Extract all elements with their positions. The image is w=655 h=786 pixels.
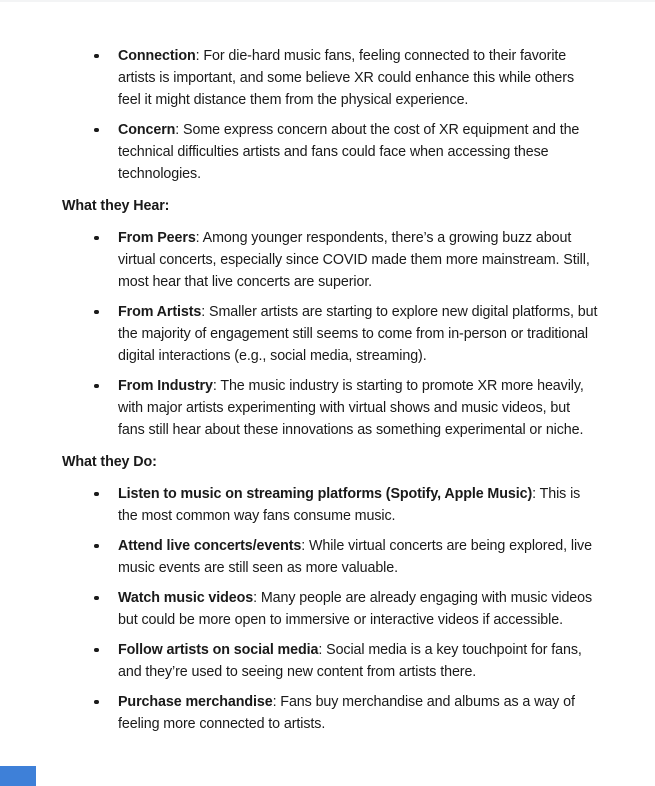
bullet-text: : Some express concern about the cost of XR equipment and the technical difficulties artists and fans could face when accessing these technologies. xyxy=(118,122,580,182)
bullet-text: : This is the most common way fans consume music. xyxy=(118,486,581,524)
bullet-dot-icon xyxy=(94,128,99,133)
bullet-item xyxy=(62,691,600,735)
bullet-item xyxy=(62,119,600,185)
bullet-dot-icon xyxy=(94,492,99,497)
bullet-text: : Fans buy merchandise and albums as a way of feeling more connected to artists. xyxy=(118,694,575,732)
bullet-text: : For die-hard music fans, feeling connected to their favorite artists is important, and some believe XR could enhance this while others feel it might distance them from the physical experience. xyxy=(118,48,574,108)
bottom-left-blue-fragment xyxy=(0,766,36,786)
page-top-edge xyxy=(0,0,655,2)
bullet-item xyxy=(62,227,600,293)
bullet-dot-icon xyxy=(94,596,99,601)
bullet-dot-icon xyxy=(94,384,99,389)
section-heading: What they Hear: xyxy=(62,198,170,214)
bullet-label: Connection xyxy=(118,48,196,64)
bullet-item xyxy=(62,45,600,111)
bullet-text: : Smaller artists are starting to explore new digital platforms, but the majority of engagement still seems to come from in-person or traditional digital interactions (e.g., social media, streaming). xyxy=(118,304,598,364)
document-section xyxy=(62,45,600,185)
bullet-item xyxy=(62,375,600,441)
bullet-label: From Peers xyxy=(118,230,196,246)
document-content xyxy=(62,45,600,743)
bullet-dot-icon xyxy=(94,700,99,705)
bullet-item xyxy=(62,639,600,683)
bullet-item xyxy=(62,535,600,579)
bullet-dot-icon xyxy=(94,54,99,59)
bullet-item xyxy=(62,301,600,367)
bullet-text: : The music industry is starting to promote XR more heavily, with major artists experimenting with virtual shows and music videos, but fans still hear about these innovations as something experimental or niche. xyxy=(118,378,584,438)
bullet-label: Concern xyxy=(118,122,176,138)
document-section xyxy=(62,451,600,735)
bullet-list xyxy=(62,45,600,185)
bullet-label: Listen to music on streaming platforms (Spotify, Apple Music) xyxy=(118,486,533,502)
bullet-dot-icon xyxy=(94,310,99,315)
bullet-item xyxy=(62,587,600,631)
bullet-text: : Among younger respondents, there’s a growing buzz about virtual concerts, especially since COVID made them more mainstream. Still, most hear that live concerts are superior. xyxy=(118,230,590,290)
bullet-label: Follow artists on social media xyxy=(118,642,319,658)
section-heading: What they Do: xyxy=(62,454,157,470)
bullet-label: Purchase merchandise xyxy=(118,694,273,710)
bullet-dot-icon xyxy=(94,236,99,241)
document-section xyxy=(62,195,600,441)
bullet-label: From Artists xyxy=(118,304,202,320)
bullet-dot-icon xyxy=(94,544,99,549)
bullet-text: : Social media is a key touchpoint for fans, and they’re used to seeing new content from artists there. xyxy=(118,642,582,680)
bullet-dot-icon xyxy=(94,648,99,653)
bullet-list xyxy=(62,483,600,735)
bullet-label: From Industry xyxy=(118,378,213,394)
bullet-list xyxy=(62,227,600,441)
bullet-item xyxy=(62,483,600,527)
bullet-text: : Many people are already engaging with music videos but could be more open to immersive or interactive videos if accessible. xyxy=(118,590,593,628)
bullet-label: Attend live concerts/events xyxy=(118,538,302,554)
bullet-label: Watch music videos xyxy=(118,590,254,606)
bullet-text: : While virtual concerts are being explored, live music events are still seen as more valuable. xyxy=(118,538,592,576)
